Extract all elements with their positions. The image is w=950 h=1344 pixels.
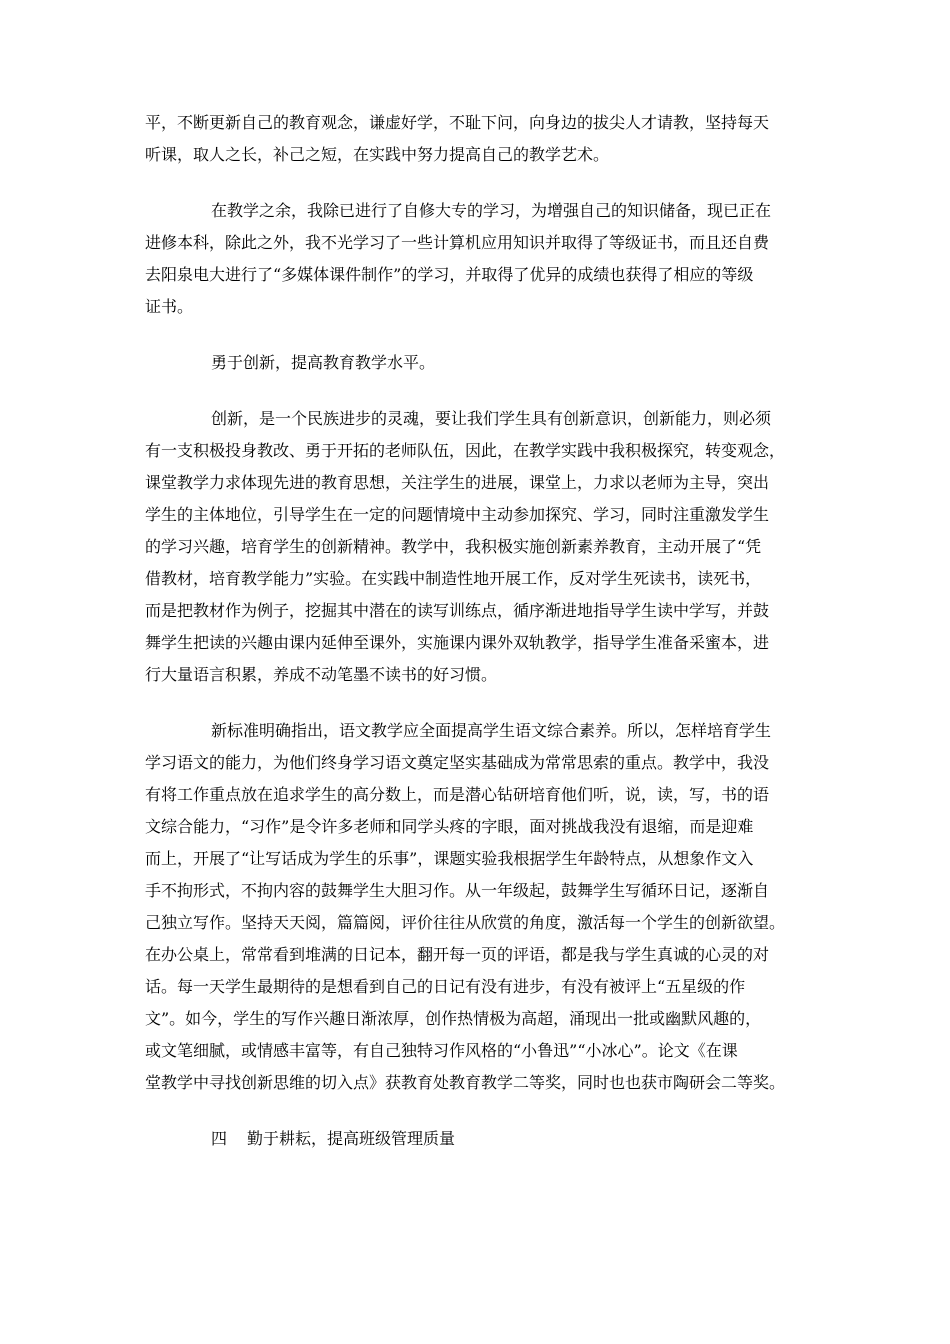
document-body (145, 107, 810, 1179)
section-number: 四 (211, 1129, 228, 1148)
paragraph-innovation-heading: 勇于创新，提高教育教学水平。 (211, 353, 436, 372)
paragraph-continuation: 平，不断更新自己的教育观念，谦虚好学，不耻下问，向身边的拔尖人才请教，坚持每天 听课，取人之长，补己之短，在实践中努力提高自己的教学艺术。 (145, 113, 770, 164)
paragraph-new-standard: 新标准明确指出，语文教学应全面提高学生语文综合素养。所以，怎样培育学生 学习语文的能力，为他们终身学习语文奠定坚实基础成为常常思索的重点。教学中，我没 有将工作重点放在追求学生的高分数上，而是潜心钻研培育他们听，说，读，写，书的语 文综合能力，“习作”是令许多老师和同学头疼的字眼，面对挑战我没有退缩，而是迎难 而上，开展了“让写话成为学生的乐事”，课题实验我根据学生年龄特点，从想象作文入 手不拘形式，不拘内容的鼓舞学生大胆习作。从一年级起，鼓舞学生写循环日记，逐渐自 己独立写作。坚持天天阅，篇篇阅，评价往往从欣赏的角度，激活每一个学生的创新欲望。 在办公桌上，常常看到堆满的日记本，翻开每一页的评语，都是我与学生真诚的心灵的对 话。每一天学生最期待的是想看到自己的日记有没有进步，有没有被评上“五星级的作 文”。如今，学生的写作兴趣日渐浓厚，创作热情极为高超，涌现出一批或幽默风趣的， 或文笔细腻，或情感丰富等，有自己独特习作风格的“小鲁迅”“小冰心”。论文《在课 堂教学中寻找创新思维的切入点》获教育处教育教学二等奖，同时也也获市陶研会二等奖。 (145, 721, 786, 1092)
section-heading (145, 1123, 810, 1155)
paragraph-self-study: 在教学之余，我除已进行了自修大专的学习，为增强自己的知识储备，现已正在 进修本科，除此之外，我不光学习了一些计算机应用知识并取得了等级证书，而且还自费 去阳泉电大进行了“多媒体课件制作”的学习，并取得了优异的成绩也获得了相应的等级 证书。 (145, 201, 772, 316)
paragraph-innovation: 创新，是一个民族进步的灵魂，要让我们学生具有创新意识，创新能力，则必须 有一支积极投身教改、勇于开拓的老师队伍，因此，在教学实践中我积极探究，转变观念， 课堂教学力求体现先进的教育思想，关注学生的进展，课堂上，力求以老师为主导，突出 学生的主体地位，引导学生在一定的问题情境中主动参加探究、学习，同时注重激发学生 的学习兴趣，培育学生的创新精神。教学中，我积极实施创新素养教育，主动开展了“凭 借教材，培育教学能力”实验。在实践中制造性地开展工作，反对学生死读书，读死书， 而是把教材作为例子，挖掘其中潜在的读写训练点，循序渐进地指导学生读中学写，并鼓 舞学生把读的兴趣由课内延伸至课外，实施课内课外双轨教学，指导学生准备采蜜本，进 行大量语言积累，养成不动笔墨不读书的好习惯。 (145, 409, 786, 684)
section-title: 勤于耕耘，提高班级管理质量 (247, 1129, 456, 1148)
